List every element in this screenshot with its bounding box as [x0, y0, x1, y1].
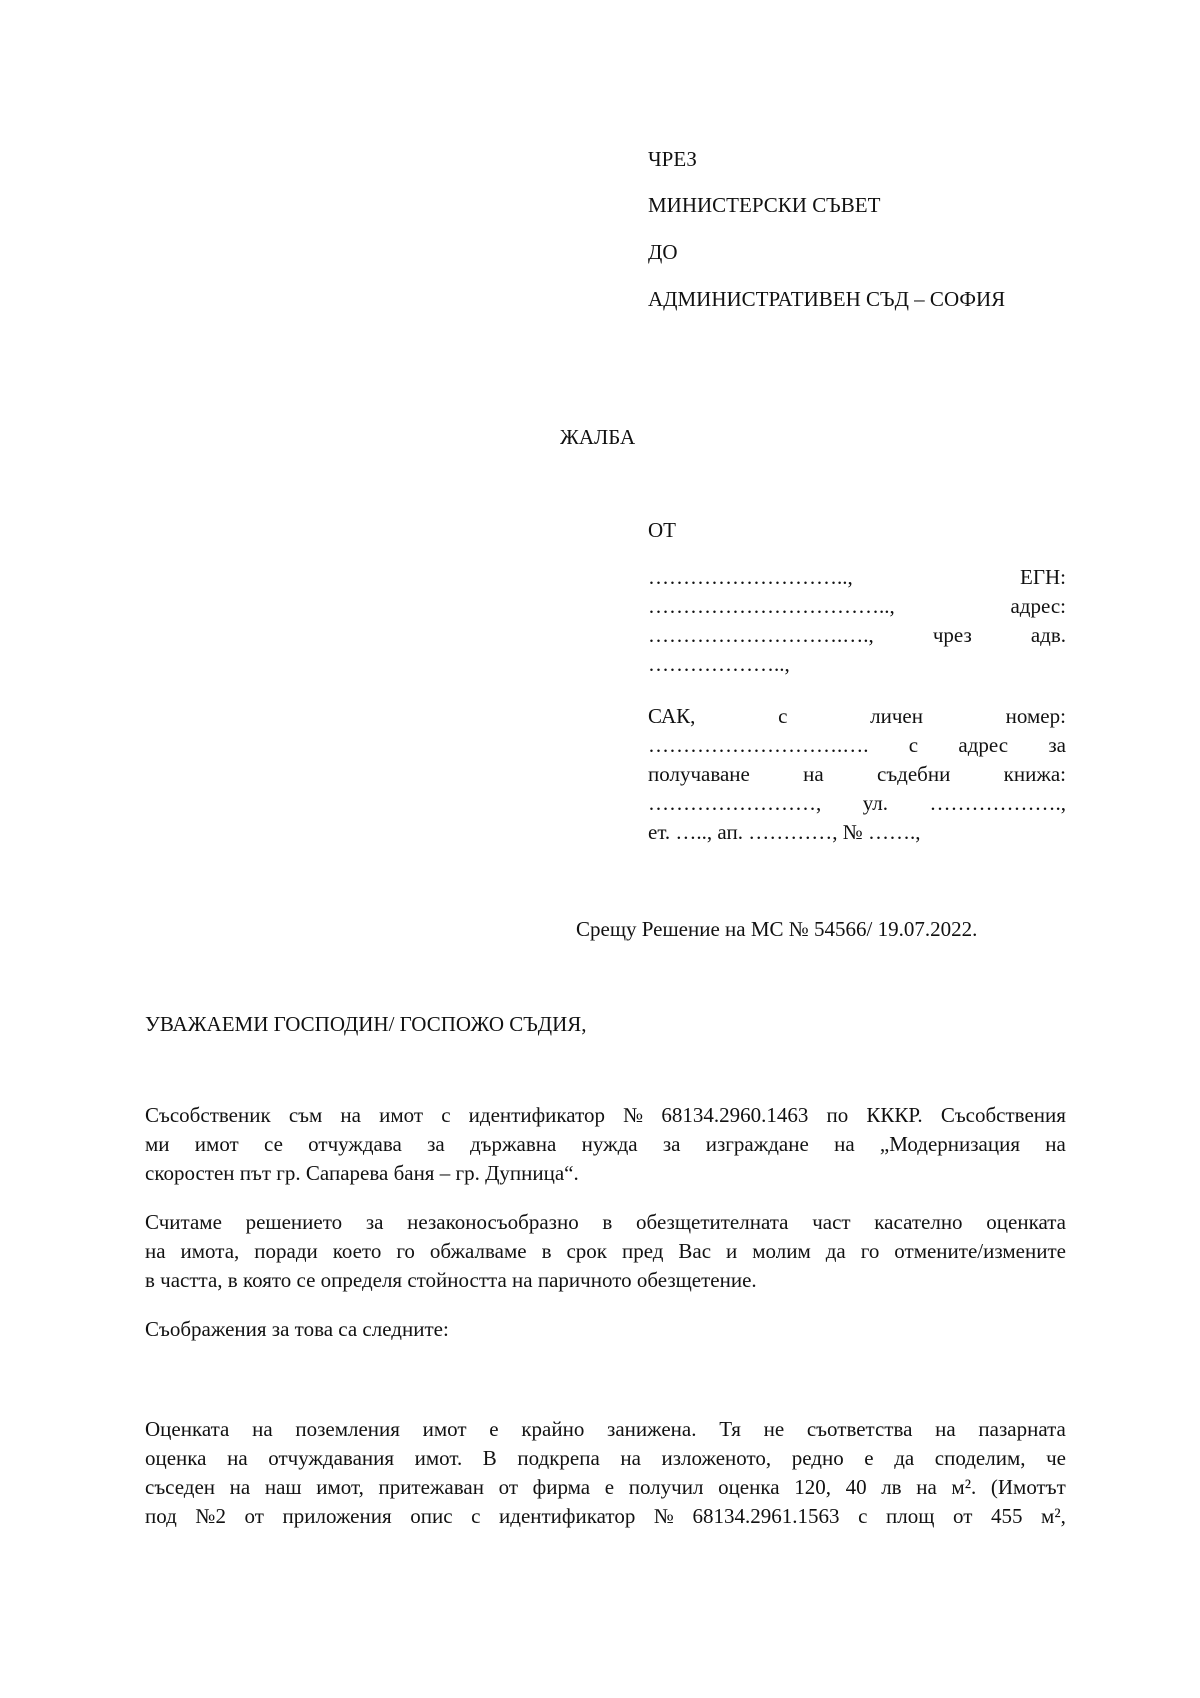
word: Съсобствения [940, 1103, 1066, 1127]
word: редно [791, 1446, 844, 1470]
sender-details [648, 563, 1066, 679]
word: за [662, 1132, 681, 1156]
word: на [834, 1132, 855, 1156]
paragraph-3 [145, 1315, 1066, 1344]
paragraph-1-line-2 [145, 1130, 1066, 1159]
word: изложеното, [661, 1446, 772, 1470]
word: на [145, 1239, 166, 1263]
word: за [365, 1210, 384, 1234]
paragraph-1 [145, 1101, 1066, 1188]
word: го [396, 1239, 415, 1263]
lawyer-line-1 [648, 702, 1066, 731]
word: 120, [794, 1475, 831, 1499]
paragraph-4-line-2 [145, 1444, 1066, 1473]
word: се [264, 1132, 283, 1156]
addressee-line-4: АДМИНИСТРАТИВЕН СЪД – СОФИЯ [648, 287, 1006, 311]
address-placeholder: ……………………….…., [648, 623, 874, 647]
word: лв [881, 1475, 902, 1499]
word: занижена. [607, 1417, 697, 1441]
word: ми [145, 1132, 170, 1156]
word: площ [886, 1504, 935, 1528]
word: на [227, 1446, 248, 1470]
word: Тя [719, 1417, 741, 1441]
word: решението [245, 1210, 343, 1234]
word: на [935, 1417, 956, 1441]
word: да [894, 1446, 915, 1470]
word: с [441, 1103, 451, 1127]
lawyer-line-3 [648, 760, 1066, 789]
lawyer-line-5: ет. ….., ап. …………, № ……., [648, 820, 921, 844]
word: на [803, 762, 824, 786]
word: съдебни [877, 762, 951, 786]
word: по [826, 1103, 849, 1127]
word: оценка [145, 1446, 207, 1470]
word: че [1046, 1446, 1066, 1470]
word: касателно [874, 1210, 963, 1234]
word: Считаме [145, 1210, 222, 1234]
word: на [340, 1103, 361, 1127]
word: не [763, 1417, 785, 1441]
paragraph-4-line-4 [145, 1502, 1066, 1531]
word: в [541, 1239, 552, 1263]
word: адв. [1030, 623, 1066, 647]
egn-label: ЕГН: [1020, 565, 1066, 589]
word: е [864, 1446, 874, 1470]
word: е [489, 1417, 499, 1441]
word: получаване [648, 762, 750, 786]
word: крайно [521, 1417, 585, 1441]
word: адрес [958, 733, 1009, 757]
word: от [952, 1504, 973, 1528]
sender-line-name-egn [648, 563, 1066, 592]
word: личен [870, 704, 923, 728]
word: имот. [414, 1446, 463, 1470]
word: 455 [990, 1504, 1023, 1528]
word: съответства [806, 1417, 913, 1441]
word: срок [566, 1239, 607, 1263]
word: притежаван [378, 1475, 484, 1499]
word: с [858, 1504, 868, 1528]
document-title: ЖАЛБА [560, 425, 636, 449]
word: наш [264, 1475, 302, 1499]
word: 68134.2961.1563 [692, 1504, 840, 1528]
addressee-line-2: МИНИСТЕРСКИ СЪВЕТ [648, 193, 881, 217]
addressee-line-1: ЧРЕЗ [648, 147, 697, 171]
word: имот [379, 1103, 424, 1127]
paragraph-4-line-1 [145, 1415, 1066, 1444]
word: получил [628, 1475, 704, 1499]
word: приложения [282, 1504, 392, 1528]
word: ул. [862, 791, 889, 815]
word: м². [951, 1475, 977, 1499]
word: Вас [678, 1239, 712, 1263]
lawyer-line-4 [648, 789, 1066, 818]
word: на [916, 1475, 937, 1499]
word: на [1045, 1132, 1066, 1156]
word: книжа: [1003, 762, 1066, 786]
sender-line-egn-address [648, 592, 1066, 621]
word: САК, [648, 704, 696, 728]
salutation: УВАЖАЕМИ ГОСПОДИН/ ГОСПОЖО СЪДИЯ, [145, 1012, 587, 1036]
word: Съсобственик [145, 1103, 271, 1127]
word: № [653, 1504, 674, 1528]
word: да [825, 1239, 846, 1263]
word: с [471, 1504, 481, 1528]
word: държавна [470, 1132, 557, 1156]
word: В [482, 1446, 497, 1470]
word: изграждане [705, 1132, 809, 1156]
addressee-line-3: ДО [648, 240, 678, 264]
name-placeholder: ……………………….., [648, 565, 853, 589]
word: на [620, 1446, 641, 1470]
paragraph-2-line-3: в частта, в която се определя стойността на паричното обезщетение. [145, 1268, 757, 1292]
word: № [623, 1103, 644, 1127]
word: обжалваме [429, 1239, 527, 1263]
sender-line-address-lawyer [648, 621, 1066, 650]
word: под [145, 1504, 177, 1528]
paragraph-3-line-1: Съображения за това са следните: [145, 1317, 449, 1341]
paragraph-1-line-1 [145, 1101, 1066, 1130]
word: м², [1041, 1504, 1066, 1528]
word: с [778, 704, 788, 728]
word: №2 [195, 1504, 226, 1528]
word: ……………………, [648, 791, 822, 815]
word: молим [752, 1239, 811, 1263]
word: имота, [180, 1239, 240, 1263]
word: нужда [581, 1132, 638, 1156]
word: отмените/измените [894, 1239, 1066, 1263]
word: ………………., [929, 791, 1066, 815]
address-label: адрес: [1010, 594, 1066, 618]
paragraph-2 [145, 1208, 1066, 1295]
paragraph-2-line-1 [145, 1208, 1066, 1237]
lawyer-line-2 [648, 731, 1066, 760]
word: 40 [845, 1475, 867, 1499]
word: идентификатор [468, 1103, 605, 1127]
word: от [244, 1504, 264, 1528]
paragraph-1-line-3: скоростен път гр. Сапарева баня – гр. Дупница“. [145, 1161, 579, 1185]
word: КККР. [866, 1103, 923, 1127]
egn-placeholder: …………………………….., [648, 594, 895, 618]
word: имот [194, 1132, 239, 1156]
word: идентификатор [499, 1504, 636, 1528]
word: което [332, 1239, 382, 1263]
word: е [604, 1475, 615, 1499]
word: оценка [718, 1475, 780, 1499]
word: на [252, 1417, 273, 1441]
word: пазарната [978, 1417, 1066, 1441]
word: и [726, 1239, 738, 1263]
word: от [498, 1475, 518, 1499]
word: го [860, 1239, 880, 1263]
word: пред [621, 1239, 664, 1263]
word: Оценката [145, 1417, 230, 1441]
word: с [908, 733, 919, 757]
word: оценката [986, 1210, 1066, 1234]
paragraph-4-line-3 [145, 1473, 1066, 1502]
word: опис [410, 1504, 453, 1528]
word: съм [288, 1103, 323, 1127]
contested-decision: Срещу Решение на МС № 54566/ 19.07.2022. [576, 917, 978, 941]
paragraph-2-line-2 [145, 1237, 1066, 1266]
lawyer-details [648, 702, 1066, 847]
word: в [602, 1210, 613, 1234]
word: поради [254, 1239, 318, 1263]
word: номер: [1005, 704, 1066, 728]
word: фирма [532, 1475, 591, 1499]
word: подкрепа [517, 1446, 600, 1470]
lawyer-name-placeholder: ……………….., [648, 652, 790, 676]
word: чрез [932, 623, 972, 647]
word: (Имотът [990, 1475, 1066, 1499]
word: за [1048, 733, 1066, 757]
word: поземления [295, 1417, 400, 1441]
word: имот, [316, 1475, 364, 1499]
word: част [812, 1210, 851, 1234]
word: за [427, 1132, 445, 1156]
paragraph-4 [145, 1415, 1066, 1531]
word: 68134.2960.1463 [661, 1103, 809, 1127]
word: съседен [145, 1475, 216, 1499]
word: имот [422, 1417, 467, 1441]
word: незаконосъобразно [407, 1210, 579, 1234]
word: споделим, [934, 1446, 1026, 1470]
word: ……………………….…. [648, 733, 869, 757]
word: отчуждава [308, 1132, 402, 1156]
word: на [229, 1475, 251, 1499]
word: „Модернизация [879, 1132, 1021, 1156]
word: отчуждавания [268, 1446, 395, 1470]
from-label: ОТ [648, 518, 676, 542]
word: обезщетителната [636, 1210, 789, 1234]
